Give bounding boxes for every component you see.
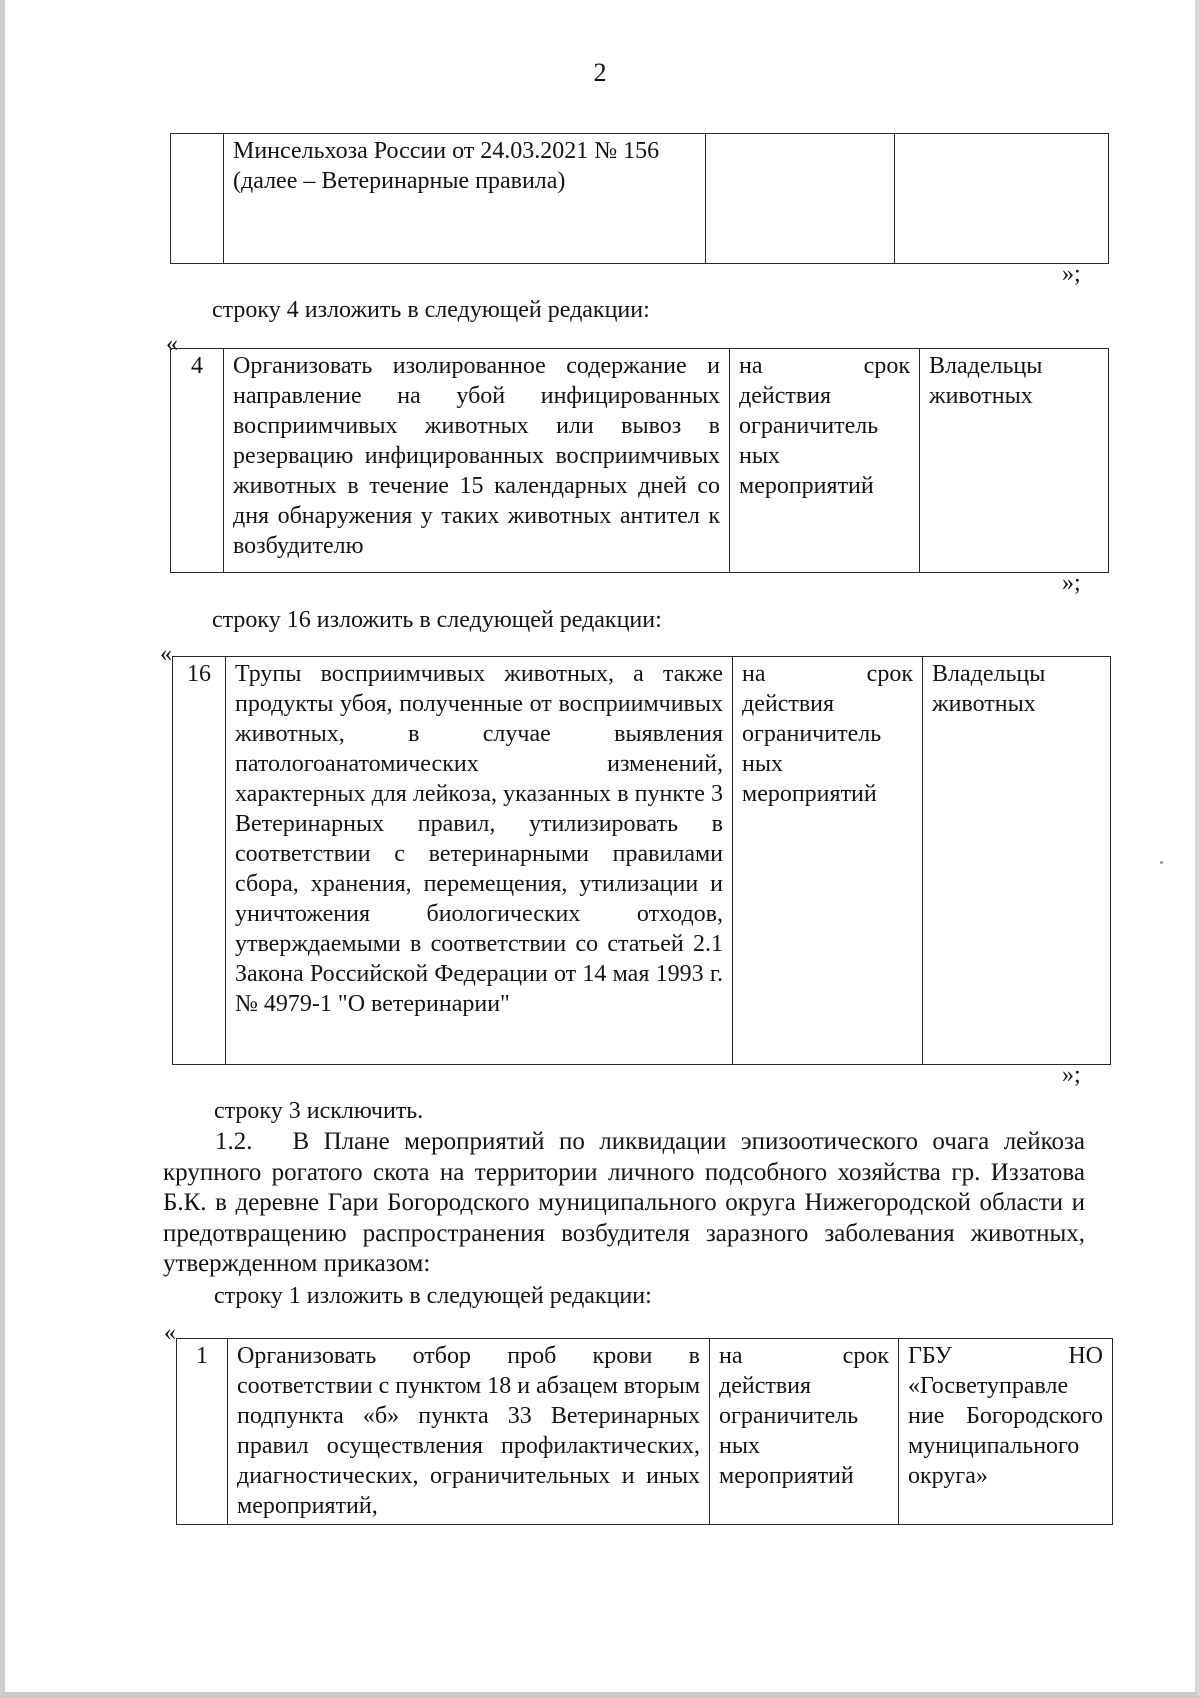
scan-speck <box>1160 861 1163 864</box>
section-1-2-number: 1.2. <box>215 1128 253 1155</box>
row4-intro: строку 4 изложить в следующей редакции: <box>212 297 650 323</box>
closing-quote-1: »; <box>1062 261 1081 287</box>
table-continuation-term <box>706 134 895 264</box>
row-1-term: на срок действия ограничитель ных мероприятий <box>710 1339 899 1525</box>
row-16-text: Трупы восприимчивых животных, а также продукты убоя, полученные от восприимчивых животных, в случае выявления патологоанатомических изменений, характерных для лейкоза, указанных в пункте 3 Ветеринарных правил, утилизировать в соответствии с ветеринарными правилами сбора, хранения, перемещения, утилизации и уничтожения биологических отходов, утверждаемыми в соответствии со статьей 2.1 Закона Российской Федерации от 14 мая 1993 г. № 4979-1 "О ветеринарии" <box>226 657 733 1065</box>
table-continuation <box>170 133 1109 264</box>
opening-quote-2: « <box>166 331 178 357</box>
row-4-text: Организовать изолированное содержание и направление на убой инфицированных восприимчивых животных или вывоз в резервацию инфицированных восприимчивых животных в течение 15 календарных дней со дня обнаружения у таких животных антител к возбудителю <box>224 349 730 573</box>
table-row-16 <box>172 656 1111 1065</box>
closing-quote-2: »; <box>1062 570 1081 596</box>
row-4-num: 4 <box>171 349 224 573</box>
table-continuation-text: Минсельхоза России от 24.03.2021 № 156 (далее – Ветеринарные правила) <box>224 134 706 264</box>
section-1-2 <box>163 1127 1085 1280</box>
row-16-term: на срок действия ограничитель ных мероприятий <box>733 657 923 1065</box>
table-continuation-num <box>171 134 224 264</box>
row3-exclude: строку 3 исключить. <box>214 1098 424 1124</box>
row-16-responsible: Владельцы животных <box>923 657 1111 1065</box>
row-4-term: на срок действия ограничитель ных мероприятий <box>730 349 920 573</box>
row-1-num: 1 <box>177 1339 228 1525</box>
table-continuation-responsible <box>895 134 1109 264</box>
page-number: 2 <box>593 58 607 87</box>
row16-intro: строку 16 изложить в следующей редакции: <box>212 607 662 633</box>
row-16-num: 16 <box>173 657 226 1065</box>
section-1-2-text: В Плане мероприятий по ликвидации эпизоотического очага лейкоза крупного рогатого скота на территории личного подсобного хозяйства гр. Иззатова Б.К. в деревне Гари Богородского муниципального округа Нижегородской области и предотвращению распространения возбудителя заразного заболевания животных, утвержденном приказом: <box>163 1128 1085 1277</box>
opening-quote-3: « <box>160 641 172 667</box>
row-1-responsible: ГБУ НО «Госветуправле ние Богородского муниципального округа» <box>899 1339 1113 1525</box>
row1-intro: строку 1 изложить в следующей редакции: <box>214 1283 652 1309</box>
table-row-4 <box>170 348 1109 573</box>
table-row-1 <box>176 1338 1113 1525</box>
closing-quote-3: »; <box>1062 1062 1081 1088</box>
row-4-responsible: Владельцы животных <box>920 349 1109 573</box>
opening-quote-4: « <box>164 1320 176 1346</box>
row-1-text: Организовать отбор проб крови в соответствии с пунктом 18 и абзацем вторым подпункта «б» пункта 33 Ветеринарных правил осуществления профилактических, диагностических, ограничительных и иных мероприятий, <box>228 1339 710 1525</box>
